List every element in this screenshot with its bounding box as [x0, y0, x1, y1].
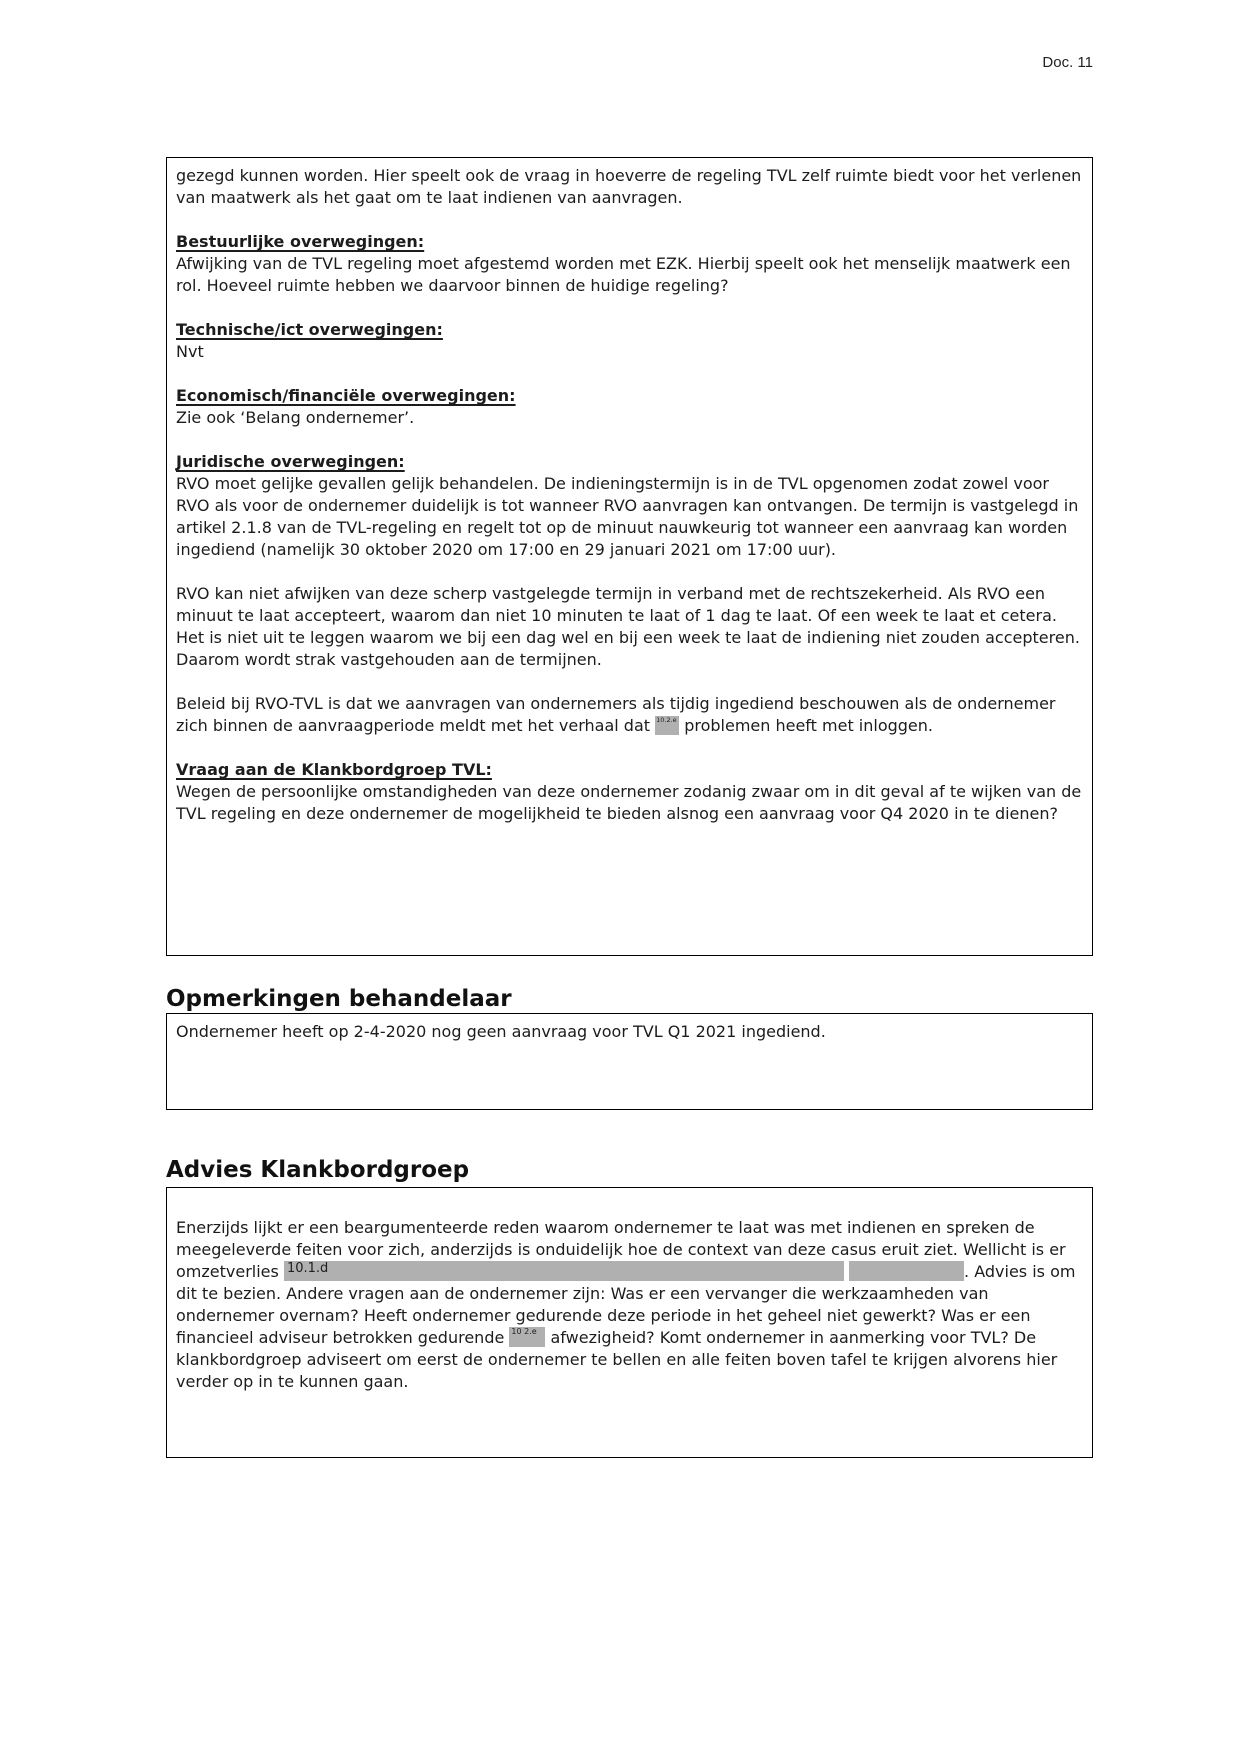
paragraph: gezegd kunnen worden. Hier speelt ook de vraag in hoeverre de regeling TVL zelf ruimte biedt voor het verlenen van maatwerk als het gaat om te laat indienen van aanvragen.	[176, 166, 1082, 207]
redaction-mark: 10 2.e	[509, 1327, 545, 1347]
section-heading: Economisch/financiële overwegingen:	[176, 386, 516, 405]
paragraph: RVO kan niet afwijken van deze scherp vastgelegde termijn in verband met de rechtszekerheid. Als RVO een minuut te laat accepteert, waarom dan niet 10 minuten te laat of 1 dag te laat. Of een week te laat et cetera. Het is niet uit te leggen waarom we bij een dag wel en bij een week te laat de indiening niet zouden accepteren. Daarom wordt strak vastgehouden aan de termijnen.	[176, 584, 1080, 669]
opmerkingen-text: Ondernemer heeft op 2-4-2020 nog geen aanvraag voor TVL Q1 2021 ingediend.	[176, 1022, 826, 1041]
doc-number-label: Doc. 11	[1042, 54, 1093, 71]
section-heading: Juridische overwegingen:	[176, 452, 405, 471]
paragraph: Afwijking van de TVL regeling moet afgestemd worden met EZK. Hierbij speelt ook het menselijk maatwerk een rol. Hoeveel ruimte hebben we daarvoor binnen de huidige regeling?	[176, 254, 1071, 295]
advies-klankbordgroep-heading: Advies Klankbordgroep	[166, 1157, 470, 1183]
opmerkingen-behandelaar-box	[166, 1013, 1093, 1110]
paragraph: Beleid bij RVO-TVL is dat we aanvragen van ondernemers als tijdig ingediend beschouwen als de ondernemer zich binnen de aanvraagperiode meldt met het verhaal dat 10.2.e problemen heeft met inloggen.	[176, 694, 1056, 735]
paragraph: RVO moet gelijke gevallen gelijk behandelen. De indieningstermijn is in de TVL opgenomen zodat zowel voor RVO als voor de ondernemer duidelijk is tot wanneer RVO aanvragen kan ontvangen. De termijn is vastgelegd in artikel 2.1.8 van de TVL-regeling en regelt tot op de minuut nauwkeurig tot wanneer een aanvraag kan worden ingediend (namelijk 30 oktober 2020 om 17:00 en 29 januari 2021 om 17:00 uur).	[176, 474, 1079, 559]
paragraph: Nvt	[176, 342, 204, 361]
advies-klankbordgroep-box	[166, 1187, 1093, 1458]
redaction-mark: 10.1.d	[284, 1261, 844, 1281]
paragraph: Enerzijds lijkt er een beargumenteerde reden waarom ondernemer te laat was met indienen en spreken de meegeleverde feiten voor zich, anderzijds is onduidelijk hoe de context van deze casus eruit ziet. Wellicht is er omzetverlies 10.1.d . Advies is om dit te bezien. Andere vragen aan de ondernemer zijn: Was er een vervanger die werkzaamheden van ondernemer overnam? Heeft ondernemer gedurende deze periode in het geheel niet gewerkt? Was er een financieel adviseur betrokken gedurende 10 2.e afwezigheid? Komt ondernemer in aanmerking voor TVL? De klankbordgroep adviseert om eerst de ondernemer te bellen en alle feiten boven tafel te krijgen alvorens hier verder op in te kunnen gaan.	[176, 1218, 1076, 1391]
overwegingen-box	[166, 157, 1093, 956]
redaction-mark: 10.2.e	[655, 716, 679, 735]
section-heading: Bestuurlijke overwegingen:	[176, 232, 425, 251]
section-heading: Technische/ict overwegingen:	[176, 320, 443, 339]
opmerkingen-behandelaar-heading: Opmerkingen behandelaar	[166, 986, 512, 1012]
paragraph: Wegen de persoonlijke omstandigheden van deze ondernemer zodanig zwaar om in dit geval af te wijken van de TVL regeling en deze ondernemer de mogelijkheid te bieden alsnog een aanvraag voor Q4 2020 in te dienen?	[176, 782, 1082, 823]
redaction-mark	[849, 1261, 964, 1281]
page-content	[166, 0, 1093, 1458]
paragraph: Zie ook ‘Belang ondernemer’.	[176, 408, 415, 427]
section-heading: Vraag aan de Klankbordgroep TVL:	[176, 760, 492, 779]
